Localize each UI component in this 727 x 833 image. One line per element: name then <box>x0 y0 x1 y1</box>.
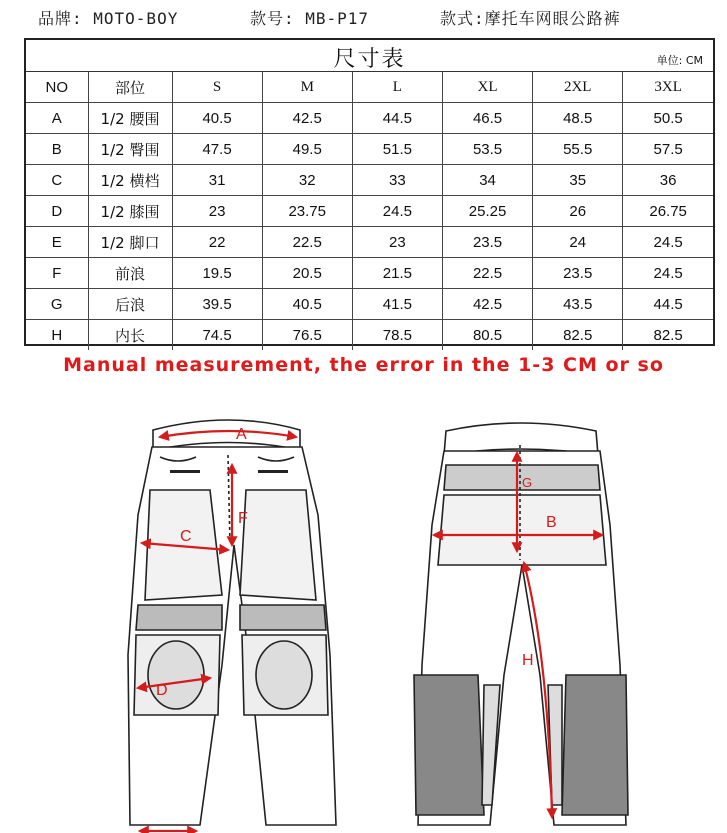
column-header-size-xl: XL <box>442 72 532 103</box>
label-a: A <box>236 426 247 443</box>
size-value-cell: 41.5 <box>352 289 442 320</box>
size-value-cell: 24.5 <box>352 196 442 227</box>
size-value-cell: 55.5 <box>533 134 623 165</box>
label-f: F <box>238 510 248 527</box>
size-chart-table <box>24 38 715 346</box>
size-value-cell: 44.5 <box>623 289 713 320</box>
size-value-cell: 78.5 <box>352 320 442 351</box>
size-value-cell: 36 <box>623 165 713 196</box>
measurement-part-cell: 内长 <box>88 320 172 351</box>
size-value-cell: 47.5 <box>172 134 262 165</box>
column-header-no: NO <box>26 72 88 103</box>
size-value-cell: 23.5 <box>442 227 532 258</box>
size-value-cell: 74.5 <box>172 320 262 351</box>
column-header-size-2xl: 2XL <box>533 72 623 103</box>
size-value-cell: 23.5 <box>533 258 623 289</box>
column-header-size-l: L <box>352 72 442 103</box>
size-grid <box>26 72 713 350</box>
size-value-cell: 33 <box>352 165 442 196</box>
size-value-cell: 24 <box>533 227 623 258</box>
size-value-cell: 39.5 <box>172 289 262 320</box>
size-value-cell: 23.75 <box>262 196 352 227</box>
measurement-note: Manual measurement, the error in the 1-3 CM or so <box>63 354 664 376</box>
size-value-cell: 35 <box>533 165 623 196</box>
label-c: C <box>180 528 192 545</box>
size-value-cell: 40.5 <box>262 289 352 320</box>
row-key-cell: F <box>26 258 88 289</box>
size-value-cell: 42.5 <box>442 289 532 320</box>
size-value-cell: 80.5 <box>442 320 532 351</box>
column-header-size-m: M <box>262 72 352 103</box>
table-row <box>26 320 713 351</box>
table-row <box>26 289 713 320</box>
table-row <box>26 227 713 258</box>
pants-measurement-diagram <box>0 395 727 833</box>
label-b: B <box>546 514 557 531</box>
model-number-text: 款号: MB-P17 <box>250 9 370 28</box>
size-value-cell: 26.75 <box>623 196 713 227</box>
row-key-cell: A <box>26 103 88 134</box>
measurement-part-cell: 1/2 膝围 <box>88 196 172 227</box>
size-value-cell: 19.5 <box>172 258 262 289</box>
size-value-cell: 42.5 <box>262 103 352 134</box>
size-value-cell: 26 <box>533 196 623 227</box>
size-value-cell: 31 <box>172 165 262 196</box>
column-header-size-3xl: 3XL <box>623 72 713 103</box>
size-value-cell: 49.5 <box>262 134 352 165</box>
table-row <box>26 196 713 227</box>
size-value-cell: 82.5 <box>623 320 713 351</box>
row-key-cell: G <box>26 289 88 320</box>
size-value-cell: 48.5 <box>533 103 623 134</box>
header-row <box>26 72 713 103</box>
table-row <box>26 103 713 134</box>
product-header <box>0 0 727 36</box>
row-key-cell: B <box>26 134 88 165</box>
size-value-cell: 24.5 <box>623 258 713 289</box>
size-grid-body <box>26 103 713 351</box>
measurement-part-cell: 1/2 臀围 <box>88 134 172 165</box>
table-title-bar <box>26 40 713 72</box>
unit-label: 单位: CM <box>656 54 703 67</box>
column-header-size-s: S <box>172 72 262 103</box>
row-key-cell: D <box>26 196 88 227</box>
size-value-cell: 20.5 <box>262 258 352 289</box>
size-value-cell: 82.5 <box>533 320 623 351</box>
measurement-part-cell: 前浪 <box>88 258 172 289</box>
measurement-part-cell: 1/2 腰围 <box>88 103 172 134</box>
table-row <box>26 165 713 196</box>
row-key-cell: E <box>26 227 88 258</box>
size-value-cell: 21.5 <box>352 258 442 289</box>
label-d: D <box>156 682 168 699</box>
size-value-cell: 76.5 <box>262 320 352 351</box>
row-key-cell: H <box>26 320 88 351</box>
style-text: 款式:摩托车网眼公路裤 <box>440 9 621 28</box>
label-h: H <box>522 652 534 669</box>
row-key-cell: C <box>26 165 88 196</box>
measurement-part-cell: 后浪 <box>88 289 172 320</box>
measurement-part-cell: 1/2 脚口 <box>88 227 172 258</box>
size-value-cell: 22.5 <box>262 227 352 258</box>
table-row <box>26 258 713 289</box>
size-value-cell: 22.5 <box>442 258 532 289</box>
size-value-cell: 44.5 <box>352 103 442 134</box>
size-value-cell: 51.5 <box>352 134 442 165</box>
measurement-part-cell: 1/2 横档 <box>88 165 172 196</box>
size-value-cell: 34 <box>442 165 532 196</box>
size-value-cell: 24.5 <box>623 227 713 258</box>
size-value-cell: 43.5 <box>533 289 623 320</box>
table-row <box>26 134 713 165</box>
size-value-cell: 57.5 <box>623 134 713 165</box>
size-value-cell: 22 <box>172 227 262 258</box>
brand-text: 品牌: MOTO-BOY <box>38 9 179 28</box>
table-title: 尺寸表 <box>333 47 406 72</box>
back-view-pants <box>414 423 628 825</box>
size-value-cell: 53.5 <box>442 134 532 165</box>
size-value-cell: 50.5 <box>623 103 713 134</box>
label-g: G <box>522 475 533 490</box>
size-value-cell: 25.25 <box>442 196 532 227</box>
size-value-cell: 23 <box>172 196 262 227</box>
size-value-cell: 23 <box>352 227 442 258</box>
size-value-cell: 32 <box>262 165 352 196</box>
size-value-cell: 46.5 <box>442 103 532 134</box>
size-value-cell: 40.5 <box>172 103 262 134</box>
column-header-part: 部位 <box>88 72 172 103</box>
